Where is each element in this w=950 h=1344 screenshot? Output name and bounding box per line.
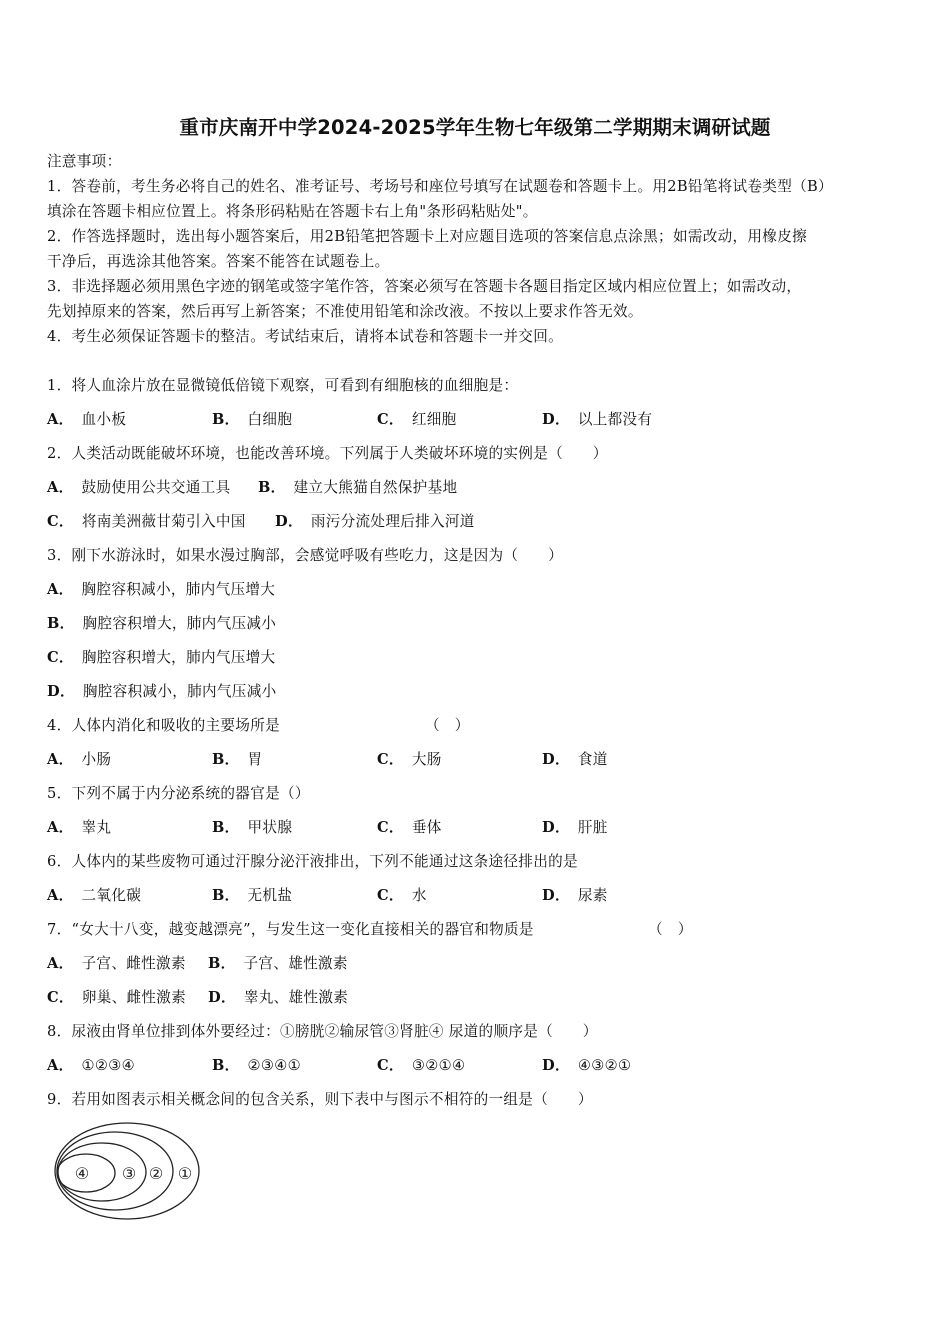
option-letter: C． bbox=[47, 649, 74, 666]
option-text: 睾丸、雄性激素 bbox=[243, 989, 349, 1006]
option bbox=[377, 750, 442, 770]
option-letter: B． bbox=[212, 411, 240, 428]
option-text: 胸腔容积减小，肺内气压增大 bbox=[81, 581, 276, 598]
option bbox=[377, 1056, 465, 1076]
option bbox=[47, 512, 246, 532]
notice-line: 4．考生必须保证答题卡的整洁。考试结束后，请将本试卷和答题卡一并交回。 bbox=[47, 328, 563, 345]
option bbox=[377, 410, 457, 430]
option-text: 睾丸 bbox=[81, 819, 112, 836]
question-stem: 6．人体内的某些废物可通过汗腺分泌汗液排出，下列不能通过这条途径排出的是 bbox=[47, 853, 578, 870]
option-letter: B． bbox=[212, 1057, 240, 1074]
notice-line: 先划掉原来的答案，然后再写上新答案；不准使用铅笔和涂改液。不按以上要求作答无效。 bbox=[47, 303, 643, 320]
option-letter: A． bbox=[47, 1057, 74, 1074]
question-paren: （ ） bbox=[648, 921, 693, 938]
option-text: 将南美洲薇甘菊引入中国 bbox=[81, 513, 246, 530]
option bbox=[47, 580, 275, 600]
option-text: 甲状腺 bbox=[247, 819, 293, 836]
option bbox=[47, 682, 276, 702]
option-text: 以上都没有 bbox=[577, 411, 653, 428]
diagram-label: ① bbox=[177, 1164, 193, 1183]
option bbox=[47, 988, 186, 1008]
option bbox=[212, 886, 292, 906]
option-text: ②③④① bbox=[247, 1057, 302, 1074]
option bbox=[542, 1056, 631, 1076]
option-letter: C． bbox=[47, 513, 74, 530]
option-letter: C． bbox=[377, 819, 404, 836]
question-stem: 7．“女大十八变，越变越漂亮”，与发生这一变化直接相关的器官和物质是 bbox=[47, 921, 534, 938]
option bbox=[377, 886, 427, 906]
option-text: 鼓励使用公共交通工具 bbox=[81, 479, 231, 496]
nested-ellipses-diagram bbox=[52, 1120, 202, 1222]
option bbox=[47, 818, 111, 838]
option-letter: B． bbox=[212, 887, 240, 904]
option-text: 食道 bbox=[577, 751, 608, 768]
option-letter: D． bbox=[542, 819, 570, 836]
option bbox=[47, 750, 111, 770]
question-paren: （ ） bbox=[425, 717, 470, 734]
option-letter: D． bbox=[47, 683, 75, 700]
option bbox=[212, 410, 292, 430]
option-text: 小肠 bbox=[81, 751, 112, 768]
option bbox=[47, 954, 186, 974]
option-text: 子宫、雄性激素 bbox=[243, 955, 348, 972]
option-letter: D． bbox=[208, 989, 236, 1006]
option-text: 垂体 bbox=[411, 819, 442, 836]
option-text: 尿素 bbox=[577, 887, 608, 904]
question-stem: 8．尿液由肾单位排到体外要经过：①膀胱②输尿管③肾脏④ 尿道的顺序是（ ） bbox=[47, 1023, 598, 1040]
question-stem: 3．刚下水游泳时，如果水漫过胸部，会感觉呼吸有些吃力，这是因为（ ） bbox=[47, 547, 563, 564]
option bbox=[47, 1056, 135, 1076]
option bbox=[212, 750, 262, 770]
option-text: ③②①④ bbox=[411, 1057, 466, 1074]
option-letter: A． bbox=[47, 479, 74, 496]
option-letter: B． bbox=[212, 819, 240, 836]
option-letter: C． bbox=[377, 1057, 404, 1074]
option-letter: D． bbox=[542, 751, 570, 768]
question-stem: 4．人体内消化和吸收的主要场所是 bbox=[47, 717, 280, 734]
diagram-label: ② bbox=[148, 1164, 164, 1183]
notice-line: 填涂在答题卡相应位置上。将条形码粘贴在答题卡右上角"条形码粘贴处"。 bbox=[47, 203, 538, 220]
notice-line: 2．作答选择题时，选出每小题答案后，用2B铅笔把答题卡上对应题目选项的答案信息点涂黑；如需改动，用橡皮擦 bbox=[47, 228, 807, 245]
option-text: 胃 bbox=[247, 751, 263, 768]
option-letter: C． bbox=[377, 887, 404, 904]
option bbox=[208, 954, 348, 974]
option-text: 胸腔容积增大，肺内气压减小 bbox=[82, 615, 277, 632]
diagram-label: ④ bbox=[74, 1164, 90, 1183]
question-stem: 1．将人血涂片放在显微镜低倍镜下观察，可看到有细胞核的血细胞是： bbox=[47, 377, 519, 394]
notice-line: 干净后，再选涂其他答案。答案不能答在试题卷上。 bbox=[47, 253, 390, 270]
option-text: 子宫、雌性激素 bbox=[81, 955, 186, 972]
option-letter: D． bbox=[275, 513, 303, 530]
option bbox=[208, 988, 348, 1008]
option-letter: D． bbox=[542, 1057, 570, 1074]
option-letter: B． bbox=[47, 615, 75, 632]
option-text: 红细胞 bbox=[411, 411, 457, 428]
notice-line: 1．答卷前，考生务必将自己的姓名、准考证号、考场号和座位号填写在试题卷和答题卡上。用2B铅笔将试卷类型（B） bbox=[47, 178, 833, 195]
option-letter: A． bbox=[47, 411, 74, 428]
notice-heading: 注意事项： bbox=[47, 153, 122, 170]
option-letter: C． bbox=[377, 751, 404, 768]
option-letter: B． bbox=[208, 955, 236, 972]
option bbox=[542, 410, 652, 430]
question-stem: 9．若用如图表示相关概念间的包含关系，则下表中与图示不相符的一组是（ ） bbox=[47, 1091, 593, 1108]
option bbox=[377, 818, 442, 838]
option bbox=[47, 478, 230, 498]
option bbox=[542, 818, 608, 838]
option bbox=[47, 410, 126, 430]
option-letter: A． bbox=[47, 751, 74, 768]
option-text: 二氧化碳 bbox=[81, 887, 142, 904]
option-text: 胸腔容积减小，肺内气压减小 bbox=[82, 683, 277, 700]
option-text: ①②③④ bbox=[81, 1057, 136, 1074]
option-letter: C． bbox=[47, 989, 74, 1006]
option-letter: B． bbox=[212, 751, 240, 768]
option bbox=[275, 512, 475, 532]
option-text: 建立大熊猫自然保护基地 bbox=[293, 479, 458, 496]
option-text: 雨污分流处理后排入河道 bbox=[310, 513, 475, 530]
option-letter: A． bbox=[47, 887, 74, 904]
option bbox=[47, 886, 141, 906]
option-text: 水 bbox=[411, 887, 427, 904]
option bbox=[258, 478, 457, 498]
notice-line: 3．非选择题必须用黑色字迹的钢笔或签字笔作答，答案必须写在答题卡各题目指定区域内相应位置上；如需改动， bbox=[47, 278, 802, 295]
option bbox=[542, 750, 608, 770]
option-text: 卵巢、雌性激素 bbox=[81, 989, 187, 1006]
option-letter: D． bbox=[542, 887, 570, 904]
option-letter: A． bbox=[47, 819, 74, 836]
option-text: 血小板 bbox=[81, 411, 127, 428]
option-text: ④③②① bbox=[577, 1057, 632, 1074]
diagram-label: ③ bbox=[121, 1164, 137, 1183]
page-title: 重市庆南开中学2024-2025学年生物七年级第二学期期末调研试题 bbox=[179, 116, 771, 139]
option-letter: B． bbox=[258, 479, 286, 496]
option bbox=[212, 818, 292, 838]
option-letter: A． bbox=[47, 955, 74, 972]
option bbox=[542, 886, 608, 906]
option-letter: C． bbox=[377, 411, 404, 428]
question-stem: 2．人类活动既能破坏环境，也能改善环境。下列属于人类破坏环境的实例是（ ） bbox=[47, 445, 608, 462]
option-text: 白细胞 bbox=[247, 411, 293, 428]
question-stem: 5．下列不属于内分泌系统的器官是（） bbox=[47, 785, 310, 802]
option bbox=[47, 648, 275, 668]
option bbox=[212, 1056, 301, 1076]
option-letter: D． bbox=[542, 411, 570, 428]
option bbox=[47, 614, 276, 634]
option-text: 无机盐 bbox=[247, 887, 293, 904]
option-text: 胸腔容积增大，肺内气压增大 bbox=[81, 649, 276, 666]
option-letter: A． bbox=[47, 581, 74, 598]
option-text: 大肠 bbox=[411, 751, 442, 768]
option-text: 肝脏 bbox=[577, 819, 608, 836]
